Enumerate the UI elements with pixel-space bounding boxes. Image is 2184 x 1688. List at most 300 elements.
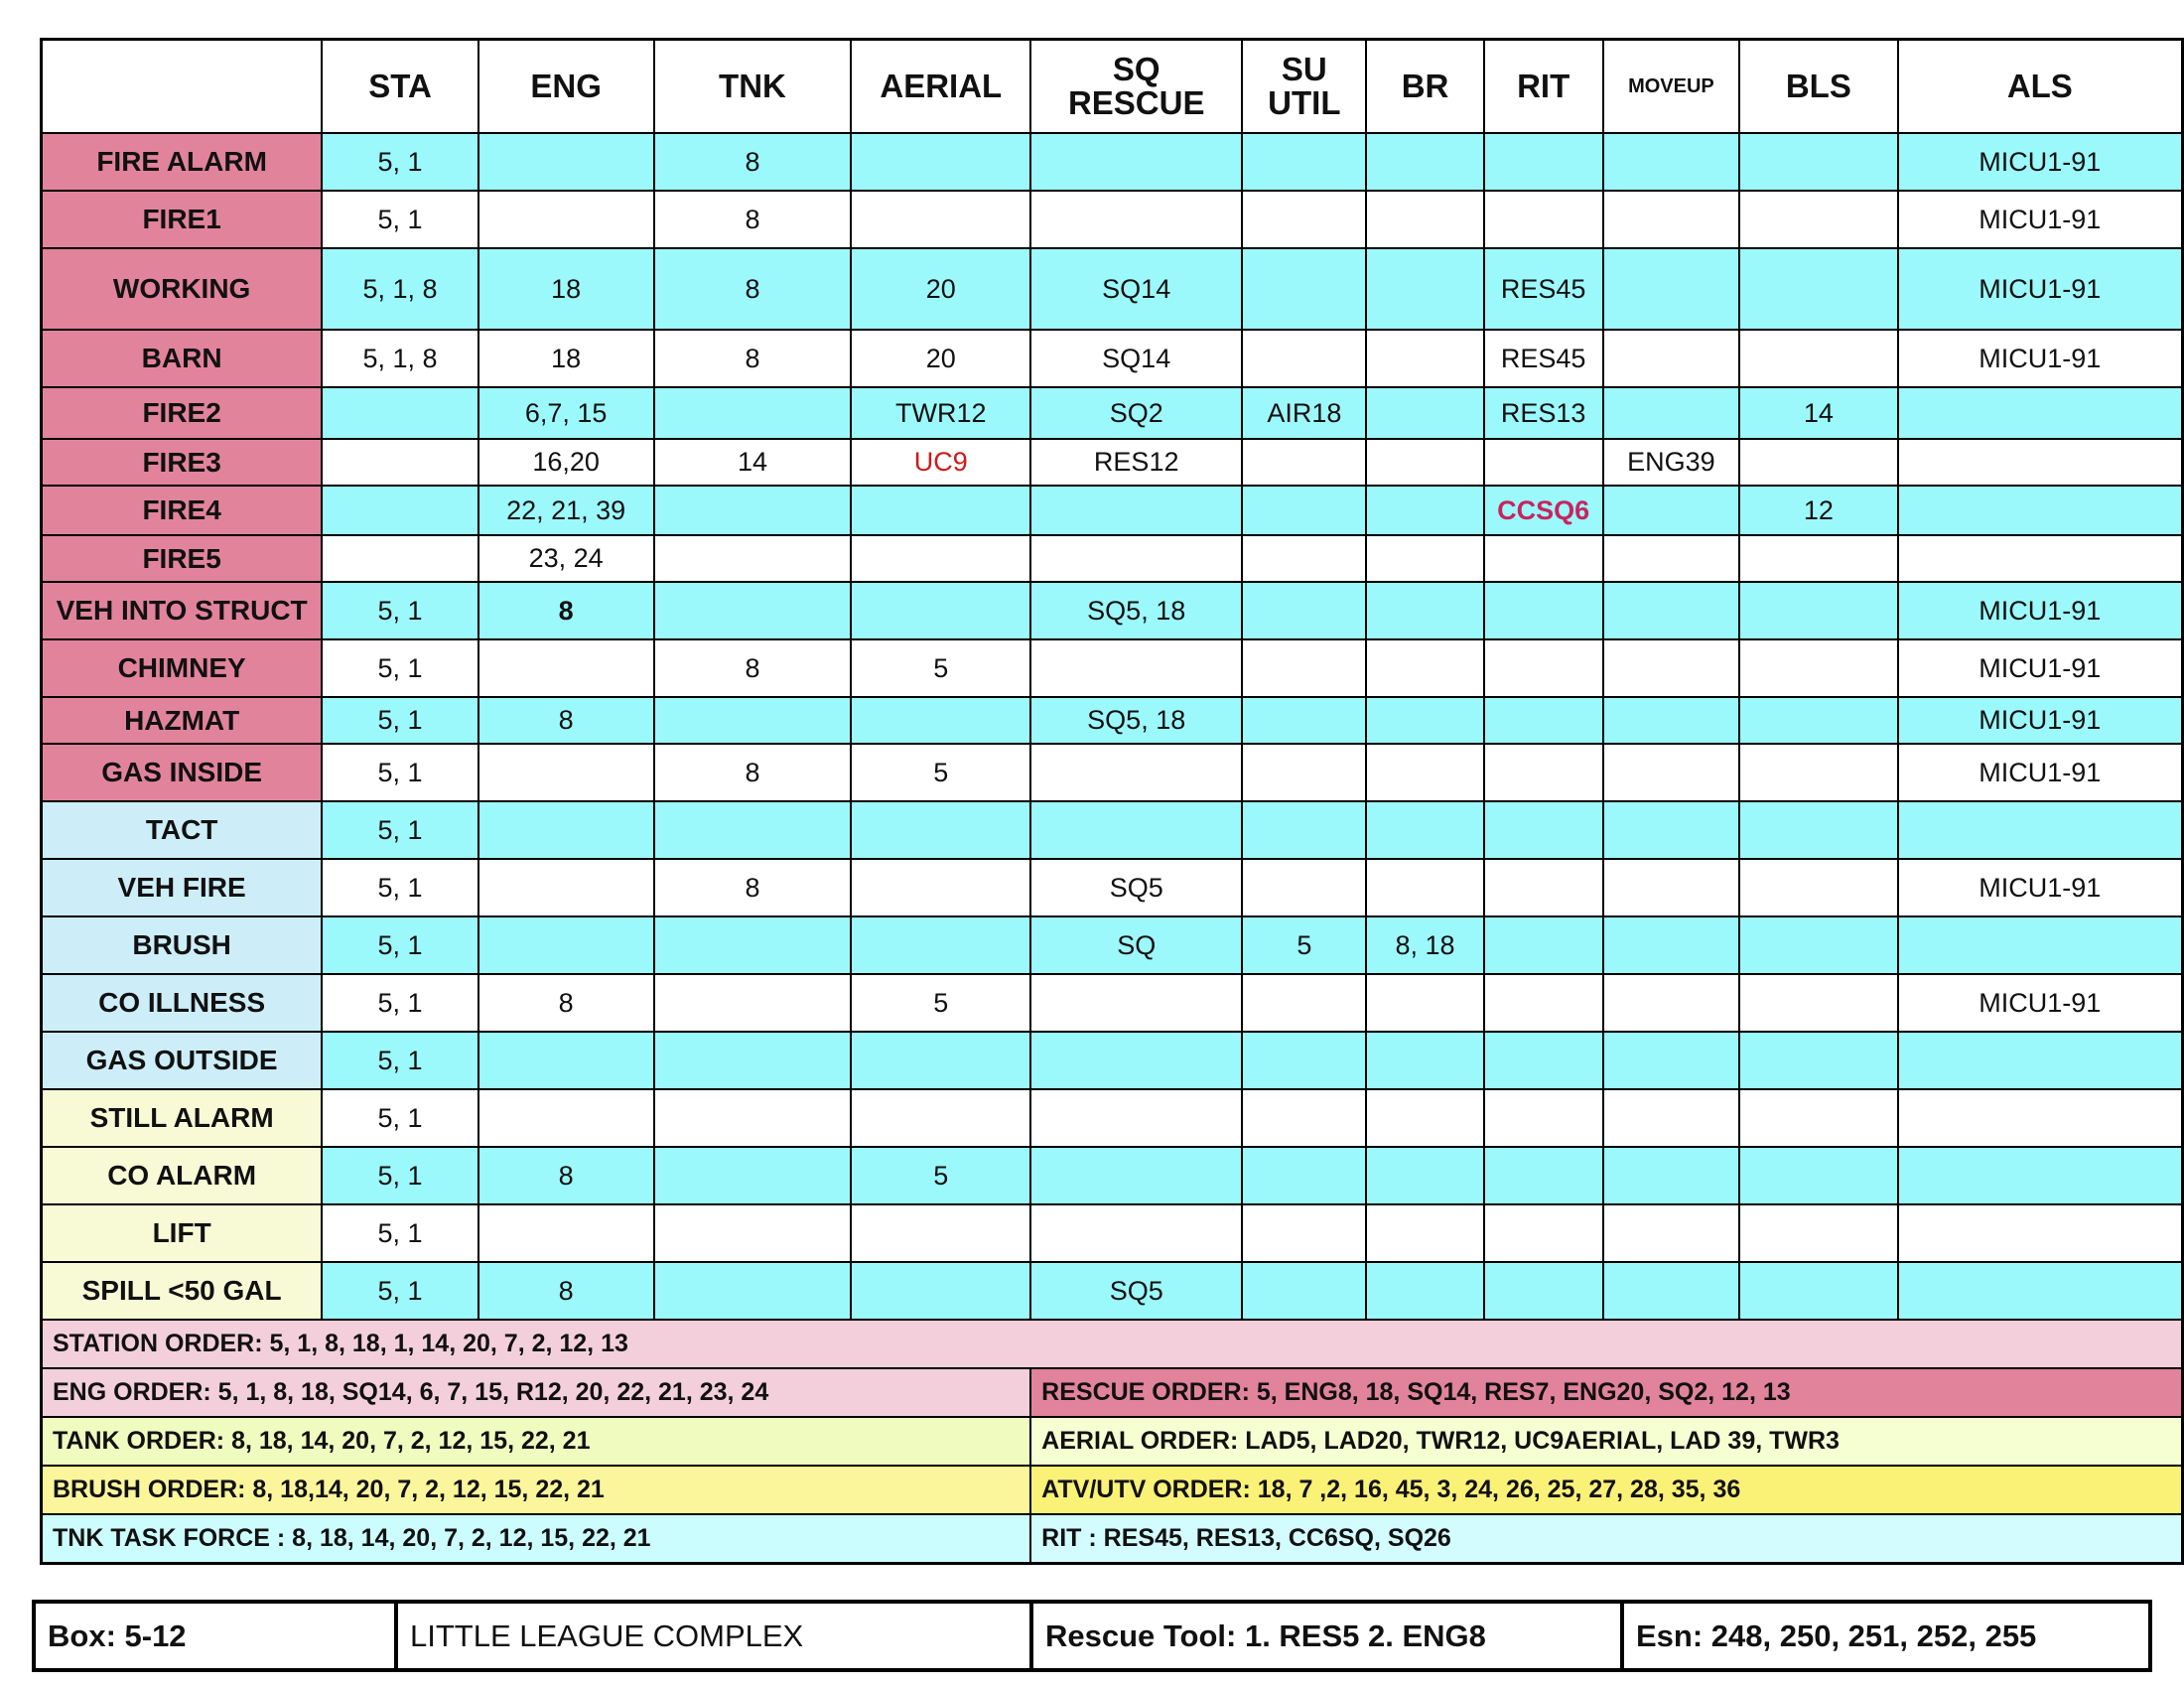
cell-eng	[478, 1089, 654, 1147]
cell-br	[1366, 486, 1483, 535]
cell-eng: 18	[478, 330, 654, 387]
cell-sta: 5, 1	[322, 697, 478, 744]
table-row	[42, 387, 2183, 439]
header-br: BR	[1366, 40, 1483, 134]
cell-aerial	[851, 486, 1030, 535]
cell-sq-rescue	[1030, 191, 1242, 248]
cell-moveup	[1603, 330, 1739, 387]
cell-su-util	[1242, 1262, 1366, 1320]
table-row	[42, 439, 2183, 486]
cell-als: MICU1-91	[1898, 697, 2183, 744]
cell-bls	[1739, 582, 1898, 639]
cell-sq-rescue	[1030, 1147, 1242, 1204]
cell-aerial: 5	[851, 1147, 1030, 1204]
esn-list: Esn: 248, 250, 251, 252, 255	[1636, 1618, 2037, 1653]
header-corner	[42, 40, 323, 134]
cell-tnk	[654, 535, 852, 582]
table-row	[42, 133, 2183, 191]
cell-sta	[322, 439, 478, 486]
cell-su-util	[1242, 639, 1366, 697]
cell-rit	[1484, 1032, 1603, 1089]
cell-sq-rescue: SQ5	[1030, 1262, 1242, 1320]
cell-sta: 5, 1	[322, 1262, 478, 1320]
cell-rit	[1484, 439, 1603, 486]
aerial-order: AERIAL ORDER: LAD5, LAD20, TWR12, UC9AERIAL, LAD 39, TWR3	[1030, 1417, 2182, 1466]
cell-sta: 5, 1	[322, 191, 478, 248]
cell-eng	[478, 1032, 654, 1089]
cell-moveup	[1603, 974, 1739, 1032]
cell-aerial	[851, 133, 1030, 191]
table-row	[42, 1147, 2183, 1204]
cell-eng: 16,20	[478, 439, 654, 486]
cell-su-util	[1242, 697, 1366, 744]
cell-eng	[478, 133, 654, 191]
cell-rit	[1484, 133, 1603, 191]
cell-moveup	[1603, 486, 1739, 535]
cell-aerial: 5	[851, 744, 1030, 801]
header-eng: ENG	[478, 40, 654, 134]
header-sq-rescue: SQ RESCUE	[1030, 40, 1242, 134]
cell-bls	[1739, 801, 1898, 859]
cell-aerial	[851, 535, 1030, 582]
table-row	[42, 330, 2183, 387]
cell-br	[1366, 801, 1483, 859]
cell-eng: 6,7, 15	[478, 387, 654, 439]
cell-aerial	[851, 1032, 1030, 1089]
incident-label: FIRE4	[42, 486, 323, 535]
cell-als	[1898, 1032, 2183, 1089]
station-order: STATION ORDER: 5, 1, 8, 18, 1, 14, 20, 7, 2, 12, 13	[42, 1320, 2183, 1368]
cell-tnk	[654, 916, 852, 974]
cell-sta: 5, 1	[322, 1032, 478, 1089]
cell-bls	[1739, 1147, 1898, 1204]
cell-sq-rescue: SQ14	[1030, 330, 1242, 387]
cell-sq-rescue: SQ2	[1030, 387, 1242, 439]
header-bls: BLS	[1739, 40, 1898, 134]
incident-label: FIRE2	[42, 387, 323, 439]
cell-moveup	[1603, 1089, 1739, 1147]
cell-bls	[1739, 859, 1898, 916]
cell-tnk	[654, 582, 852, 639]
cell-sq-rescue: SQ5, 18	[1030, 697, 1242, 744]
cell-tnk	[654, 1204, 852, 1262]
cell-br	[1366, 582, 1483, 639]
cell-als: MICU1-91	[1898, 191, 2183, 248]
cell-rit	[1484, 1089, 1603, 1147]
table-row	[42, 859, 2183, 916]
cell-als	[1898, 1262, 2183, 1320]
incident-label: WORKING	[42, 248, 323, 330]
cell-bls	[1739, 974, 1898, 1032]
table-row	[42, 582, 2183, 639]
incident-label: FIRE5	[42, 535, 323, 582]
table-row	[42, 486, 2183, 535]
cell-su-util	[1242, 1032, 1366, 1089]
cell-als	[1898, 916, 2183, 974]
cell-rit	[1484, 916, 1603, 974]
eng-order: ENG ORDER: 5, 1, 8, 18, SQ14, 6, 7, 15, R12, 20, 22, 21, 23, 24	[42, 1368, 1031, 1417]
cell-br	[1366, 744, 1483, 801]
cell-br	[1366, 1147, 1483, 1204]
incident-label: FIRE1	[42, 191, 323, 248]
station-order-row	[42, 1320, 2183, 1368]
cell-tnk	[654, 1089, 852, 1147]
cell-sq-rescue	[1030, 974, 1242, 1032]
cell-br	[1366, 248, 1483, 330]
cell-moveup	[1603, 248, 1739, 330]
header-aerial: AERIAL	[851, 40, 1030, 134]
cell-rit	[1484, 535, 1603, 582]
cell-rit	[1484, 744, 1603, 801]
cell-aerial	[851, 191, 1030, 248]
cell-als: MICU1-91	[1898, 248, 2183, 330]
cell-su-util	[1242, 974, 1366, 1032]
cell-bls	[1739, 248, 1898, 330]
cell-tnk	[654, 697, 852, 744]
cell-sta: 5, 1	[322, 801, 478, 859]
cell-tnk	[654, 1147, 852, 1204]
cell-br	[1366, 697, 1483, 744]
box-number: Box: 5-12	[36, 1604, 398, 1668]
incident-label: HAZMAT	[42, 697, 323, 744]
table-row	[42, 535, 2183, 582]
cell-su-util	[1242, 1089, 1366, 1147]
incident-label: GAS OUTSIDE	[42, 1032, 323, 1089]
cell-rit: RES13	[1484, 387, 1603, 439]
incident-label: LIFT	[42, 1204, 323, 1262]
header-moveup: MOVEUP	[1603, 40, 1739, 134]
cell-eng	[478, 801, 654, 859]
cell-sq-rescue	[1030, 639, 1242, 697]
cell-aerial	[851, 1089, 1030, 1147]
header-rit: RIT	[1484, 40, 1603, 134]
incident-label: TACT	[42, 801, 323, 859]
cell-rit	[1484, 859, 1603, 916]
cell-br	[1366, 1204, 1483, 1262]
cell-als	[1898, 439, 2183, 486]
cell-als	[1898, 486, 2183, 535]
cell-su-util	[1242, 191, 1366, 248]
cell-eng: 8	[478, 1262, 654, 1320]
cell-sq-rescue: SQ5	[1030, 859, 1242, 916]
cell-sq-rescue	[1030, 535, 1242, 582]
cell-eng	[478, 916, 654, 974]
tnk-task-force: TNK TASK FORCE : 8, 18, 14, 20, 7, 2, 12, 15, 22, 21	[42, 1514, 1031, 1564]
cell-moveup	[1603, 801, 1739, 859]
table-row	[42, 1089, 2183, 1147]
cell-su-util	[1242, 744, 1366, 801]
cell-moveup	[1603, 1032, 1739, 1089]
cell-bls	[1739, 697, 1898, 744]
cell-bls	[1739, 439, 1898, 486]
incident-label: BARN	[42, 330, 323, 387]
cell-aerial: 5	[851, 974, 1030, 1032]
cell-sq-rescue	[1030, 486, 1242, 535]
cell-sta: 5, 1	[322, 744, 478, 801]
cell-als: MICU1-91	[1898, 582, 2183, 639]
cell-tnk	[654, 387, 852, 439]
cell-eng: 8	[478, 697, 654, 744]
table-row	[42, 191, 2183, 248]
incident-label: BRUSH	[42, 916, 323, 974]
cell-sq-rescue	[1030, 1089, 1242, 1147]
cell-moveup	[1603, 1204, 1739, 1262]
cell-eng: 23, 24	[478, 535, 654, 582]
atv-utv-order: ATV/UTV ORDER: 18, 7 ,2, 16, 45, 3, 24, 26, 25, 27, 28, 35, 36	[1030, 1466, 2182, 1514]
cell-als	[1898, 1147, 2183, 1204]
table-row	[42, 916, 2183, 974]
cell-su-util: AIR18	[1242, 387, 1366, 439]
cell-moveup	[1603, 639, 1739, 697]
cell-sta: 5, 1	[322, 916, 478, 974]
cell-br	[1366, 1089, 1483, 1147]
cell-als	[1898, 387, 2183, 439]
cell-br	[1366, 439, 1483, 486]
cell-su-util: 5	[1242, 916, 1366, 974]
cell-aerial: 20	[851, 248, 1030, 330]
cell-aerial	[851, 697, 1030, 744]
cell-su-util	[1242, 486, 1366, 535]
footer-box	[32, 1600, 2152, 1672]
complex-name: LITTLE LEAGUE COMPLEX	[398, 1604, 1033, 1668]
table-row	[42, 248, 2183, 330]
incident-label: FIRE ALARM	[42, 133, 323, 191]
incident-label: VEH FIRE	[42, 859, 323, 916]
cell-rit	[1484, 974, 1603, 1032]
cell-eng	[478, 744, 654, 801]
brush-order: BRUSH ORDER: 8, 18,14, 20, 7, 2, 12, 15, 22, 21	[42, 1466, 1031, 1514]
cell-moveup	[1603, 387, 1739, 439]
cell-moveup	[1603, 916, 1739, 974]
cell-als: MICU1-91	[1898, 974, 2183, 1032]
cell-als: MICU1-91	[1898, 639, 2183, 697]
cell-sta: 5, 1, 8	[322, 330, 478, 387]
cell-bls	[1739, 639, 1898, 697]
cell-sq-rescue	[1030, 744, 1242, 801]
cell-als: MICU1-91	[1898, 744, 2183, 801]
cell-rit	[1484, 801, 1603, 859]
tank-order: TANK ORDER: 8, 18, 14, 20, 7, 2, 12, 15, 22, 21	[42, 1417, 1031, 1466]
cell-als	[1898, 1089, 2183, 1147]
cell-br	[1366, 1262, 1483, 1320]
cell-eng	[478, 639, 654, 697]
cell-als	[1898, 1204, 2183, 1262]
cell-sq-rescue	[1030, 801, 1242, 859]
cell-rit	[1484, 191, 1603, 248]
rescue-order: RESCUE ORDER: 5, ENG8, 18, SQ14, RES7, ENG20, SQ2, 12, 13	[1030, 1368, 2182, 1417]
cell-aerial: 5	[851, 639, 1030, 697]
cell-tnk	[654, 974, 852, 1032]
cell-su-util	[1242, 582, 1366, 639]
cell-bls: 14	[1739, 387, 1898, 439]
cell-als: MICU1-91	[1898, 330, 2183, 387]
cell-sta: 5, 1	[322, 1089, 478, 1147]
cell-rit	[1484, 582, 1603, 639]
cell-sq-rescue: SQ14	[1030, 248, 1242, 330]
cell-tnk	[654, 1262, 852, 1320]
cell-su-util	[1242, 439, 1366, 486]
cell-sta: 5, 1	[322, 1147, 478, 1204]
cell-aerial	[851, 1262, 1030, 1320]
cell-moveup	[1603, 1262, 1739, 1320]
cell-bls	[1739, 535, 1898, 582]
cell-su-util	[1242, 535, 1366, 582]
cell-moveup	[1603, 859, 1739, 916]
cell-tnk: 8	[654, 330, 852, 387]
cell-tnk: 8	[654, 859, 852, 916]
cell-moveup	[1603, 133, 1739, 191]
cell-sq-rescue	[1030, 1032, 1242, 1089]
cell-rit: RES45	[1484, 248, 1603, 330]
table-row	[42, 1032, 2183, 1089]
cell-su-util	[1242, 248, 1366, 330]
cell-rit: RES45	[1484, 330, 1603, 387]
cell-sq-rescue: SQ5, 18	[1030, 582, 1242, 639]
cell-tnk: 8	[654, 248, 852, 330]
table-row	[42, 744, 2183, 801]
tnk-task-rit-order-row	[42, 1514, 2183, 1564]
table-row	[42, 801, 2183, 859]
cell-br	[1366, 974, 1483, 1032]
cell-tnk: 8	[654, 744, 852, 801]
cell-sta: 5, 1	[322, 582, 478, 639]
cell-moveup	[1603, 535, 1739, 582]
cell-br	[1366, 859, 1483, 916]
cell-aerial: TWR12	[851, 387, 1030, 439]
cell-als	[1898, 535, 2183, 582]
table-row	[42, 974, 2183, 1032]
cell-bls	[1739, 1204, 1898, 1262]
cell-tnk	[654, 1032, 852, 1089]
cell-eng: 22, 21, 39	[478, 486, 654, 535]
cell-bls	[1739, 330, 1898, 387]
cell-moveup	[1603, 744, 1739, 801]
header-tnk: TNK	[654, 40, 852, 134]
cell-tnk: 8	[654, 133, 852, 191]
cell-sq-rescue	[1030, 1204, 1242, 1262]
table-row	[42, 1204, 2183, 1262]
cell-sta: 5, 1	[322, 859, 478, 916]
cell-sta: 5, 1	[322, 133, 478, 191]
cell-su-util	[1242, 1204, 1366, 1262]
cell-aerial: 20	[851, 330, 1030, 387]
eng-rescue-order-row	[42, 1368, 2183, 1417]
cell-su-util	[1242, 859, 1366, 916]
cell-aerial	[851, 916, 1030, 974]
cell-sta	[322, 535, 478, 582]
incident-label: GAS INSIDE	[42, 744, 323, 801]
brush-atv-order-row	[42, 1466, 2183, 1514]
cell-eng	[478, 859, 654, 916]
cell-su-util	[1242, 133, 1366, 191]
cell-als: MICU1-91	[1898, 133, 2183, 191]
header-als: ALS	[1898, 40, 2183, 134]
cell-su-util	[1242, 330, 1366, 387]
cell-tnk	[654, 801, 852, 859]
cell-sta	[322, 387, 478, 439]
cell-tnk: 14	[654, 439, 852, 486]
header-row	[42, 40, 2183, 134]
cell-su-util	[1242, 1147, 1366, 1204]
cell-bls	[1739, 191, 1898, 248]
cell-sq-rescue: RES12	[1030, 439, 1242, 486]
cell-sta: 5, 1	[322, 639, 478, 697]
rescue-tool: Rescue Tool: 1. RES5 2. ENG8	[1033, 1604, 1624, 1668]
incident-label: CHIMNEY	[42, 639, 323, 697]
cell-rit	[1484, 1147, 1603, 1204]
cell-bls: 12	[1739, 486, 1898, 535]
cell-eng: 8	[478, 974, 654, 1032]
cell-tnk: 8	[654, 191, 852, 248]
cell-rit	[1484, 1262, 1603, 1320]
cell-rit: CCSQ6	[1484, 486, 1603, 535]
cell-moveup	[1603, 191, 1739, 248]
cell-br	[1366, 1032, 1483, 1089]
cell-moveup	[1603, 1147, 1739, 1204]
cell-tnk: 8	[654, 639, 852, 697]
incident-label: STILL ALARM	[42, 1089, 323, 1147]
table-row	[42, 1262, 2183, 1320]
cell-aerial	[851, 582, 1030, 639]
incident-label: CO ILLNESS	[42, 974, 323, 1032]
cell-aerial	[851, 859, 1030, 916]
cell-rit	[1484, 697, 1603, 744]
cell-als	[1898, 801, 2183, 859]
incident-label: CO ALARM	[42, 1147, 323, 1204]
header-sta: STA	[322, 40, 478, 134]
cell-bls	[1739, 916, 1898, 974]
cell-aerial	[851, 801, 1030, 859]
incident-label: FIRE3	[42, 439, 323, 486]
cell-su-util	[1242, 801, 1366, 859]
table-row	[42, 697, 2183, 744]
cell-br	[1366, 191, 1483, 248]
cell-eng	[478, 191, 654, 248]
cell-rit	[1484, 639, 1603, 697]
cell-moveup	[1603, 697, 1739, 744]
incident-label: SPILL <50 GAL	[42, 1262, 323, 1320]
cell-aerial	[851, 1204, 1030, 1262]
cell-br	[1366, 639, 1483, 697]
cell-br	[1366, 535, 1483, 582]
table-row	[42, 639, 2183, 697]
cell-bls	[1739, 1089, 1898, 1147]
run-card-table	[40, 38, 2184, 1565]
cell-br	[1366, 387, 1483, 439]
cell-bls	[1739, 1032, 1898, 1089]
cell-als: MICU1-91	[1898, 859, 2183, 916]
cell-moveup	[1603, 582, 1739, 639]
cell-sq-rescue	[1030, 133, 1242, 191]
cell-br	[1366, 133, 1483, 191]
incident-label: VEH INTO STRUCT	[42, 582, 323, 639]
cell-sta: 5, 1, 8	[322, 248, 478, 330]
cell-eng	[478, 1204, 654, 1262]
cell-bls	[1739, 133, 1898, 191]
header-su-util: SU UTIL	[1242, 40, 1366, 134]
cell-sta: 5, 1	[322, 974, 478, 1032]
cell-rit	[1484, 1204, 1603, 1262]
cell-bls	[1739, 744, 1898, 801]
cell-sta: 5, 1	[322, 1204, 478, 1262]
cell-eng: 8	[478, 1147, 654, 1204]
cell-sq-rescue: SQ	[1030, 916, 1242, 974]
cell-sta	[322, 486, 478, 535]
cell-tnk	[654, 486, 852, 535]
cell-br	[1366, 330, 1483, 387]
cell-br: 8, 18	[1366, 916, 1483, 974]
cell-eng: 18	[478, 248, 654, 330]
